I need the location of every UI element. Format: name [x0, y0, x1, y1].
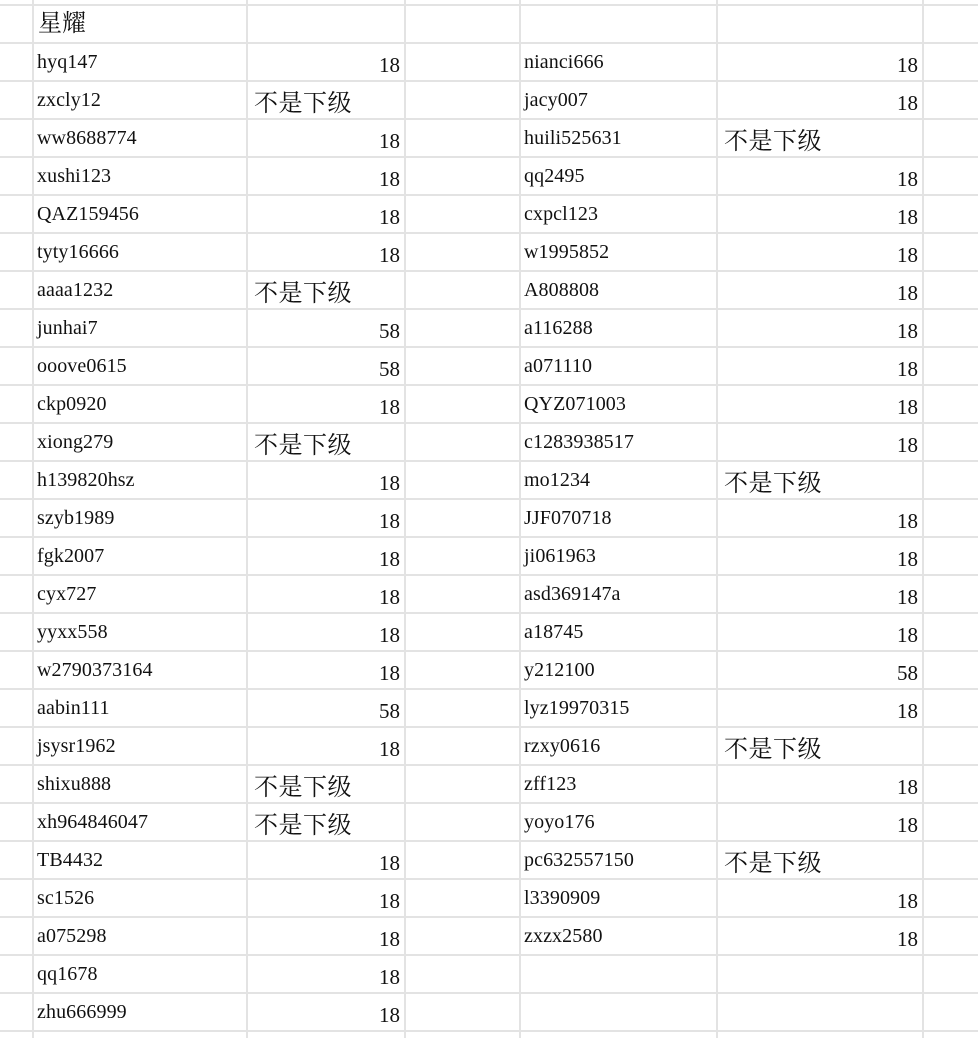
right-username-cell[interactable]: pc632557150: [524, 849, 634, 871]
left-username-cell[interactable]: w2790373164: [37, 659, 153, 681]
right-table-row: [0, 386, 978, 424]
right-username-cell[interactable]: ji061963: [524, 545, 596, 567]
left-value-cell[interactable]: 18: [379, 547, 400, 571]
right-username-cell[interactable]: w1995852: [524, 241, 610, 263]
right-table-row: [0, 880, 978, 918]
right-table-row: [0, 120, 978, 158]
right-username-cell[interactable]: l3390909: [524, 887, 601, 909]
left-value-cell[interactable]: 18: [379, 737, 400, 761]
right-table-row: [0, 348, 978, 386]
right-username-cell[interactable]: A808808: [524, 279, 600, 301]
left-username-cell[interactable]: ww8688774: [37, 127, 137, 149]
right-value-cell[interactable]: 18: [897, 243, 918, 267]
right-table-row: [0, 614, 978, 652]
left-value-cell[interactable]: 18: [379, 129, 400, 153]
right-table-row: [0, 82, 978, 120]
left-username-cell[interactable]: a075298: [37, 925, 107, 947]
right-username-cell[interactable]: zxzx2580: [524, 925, 603, 947]
left-username-cell[interactable]: QAZ159456: [37, 203, 140, 225]
left-username-cell[interactable]: szyb1989: [37, 507, 115, 529]
right-value-cell[interactable]: 18: [897, 585, 918, 609]
right-note-cell[interactable]: 不是下级: [724, 849, 822, 877]
right-value-cell[interactable]: 18: [897, 927, 918, 951]
left-username-cell[interactable]: ooove0615: [37, 355, 127, 377]
left-username-cell[interactable]: sc1526: [37, 887, 95, 909]
left-username-cell[interactable]: aaaa1232: [37, 279, 114, 301]
left-username-cell[interactable]: jsysr1962: [37, 735, 116, 757]
left-username-cell[interactable]: zxcly12: [37, 89, 102, 111]
right-username-cell[interactable]: asd369147a: [524, 583, 621, 605]
left-value-cell[interactable]: 18: [379, 661, 400, 685]
left-value-cell[interactable]: 18: [379, 509, 400, 533]
left-value-cell[interactable]: 18: [379, 243, 400, 267]
right-username-cell[interactable]: y212100: [524, 659, 595, 681]
left-note-cell[interactable]: 不是下级: [254, 811, 352, 839]
left-value-cell[interactable]: 18: [379, 623, 400, 647]
left-value-cell[interactable]: 58: [379, 357, 400, 381]
right-table-row: [0, 462, 978, 500]
right-username-cell[interactable]: a18745: [524, 621, 584, 643]
right-username-cell[interactable]: a071110: [524, 355, 593, 377]
right-value-cell[interactable]: 18: [897, 889, 918, 913]
left-username-cell[interactable]: shixu888: [37, 773, 112, 795]
left-value-cell[interactable]: 18: [379, 471, 400, 495]
left-value-cell[interactable]: 18: [379, 395, 400, 419]
right-username-cell[interactable]: JJF070718: [524, 507, 612, 529]
left-username-cell[interactable]: tyty16666: [37, 241, 120, 263]
right-table-row: [0, 158, 978, 196]
right-username-cell[interactable]: lyz19970315: [524, 697, 630, 719]
row-gridline: [0, 4, 978, 6]
right-table-row: [0, 804, 978, 842]
left-value-cell[interactable]: 58: [379, 699, 400, 723]
right-table-row: [0, 272, 978, 310]
left-value-cell[interactable]: 18: [379, 53, 400, 77]
right-note-cell[interactable]: 不是下级: [724, 127, 822, 155]
left-username-cell[interactable]: xushi123: [37, 165, 112, 187]
right-table-row: [0, 500, 978, 538]
right-table-row: [0, 310, 978, 348]
left-username-cell[interactable]: fgk2007: [37, 545, 105, 567]
right-value-cell[interactable]: 18: [897, 509, 918, 533]
left-username-cell[interactable]: yyxx558: [37, 621, 108, 643]
left-username-cell[interactable]: h139820hsz: [37, 469, 135, 491]
right-username-cell[interactable]: nianci666: [524, 51, 604, 73]
left-value-cell[interactable]: 18: [379, 889, 400, 913]
right-table-row: [0, 842, 978, 880]
right-value-cell[interactable]: 18: [897, 699, 918, 723]
left-value-cell[interactable]: 18: [379, 851, 400, 875]
right-username-cell[interactable]: huili525631: [524, 127, 622, 149]
right-username-cell[interactable]: mo1234: [524, 469, 591, 491]
right-value-cell[interactable]: 18: [897, 813, 918, 837]
right-table-row: [0, 918, 978, 956]
left-username-cell[interactable]: junhai7: [37, 317, 98, 339]
right-table-row: [0, 424, 978, 462]
right-table-row: [0, 690, 978, 728]
right-username-cell[interactable]: qq2495: [524, 165, 585, 187]
right-note-cell[interactable]: 不是下级: [724, 735, 822, 763]
left-note-cell[interactable]: 不是下级: [254, 279, 352, 307]
left-username-cell[interactable]: zhu666999: [37, 1001, 127, 1023]
left-value-cell[interactable]: 18: [379, 585, 400, 609]
right-value-cell[interactable]: 18: [897, 167, 918, 191]
left-username-cell[interactable]: cyx727: [37, 583, 97, 605]
right-username-cell[interactable]: rzxy0616: [524, 735, 601, 757]
right-username-cell[interactable]: yoyo176: [524, 811, 595, 833]
left-username-cell[interactable]: xiong279: [37, 431, 114, 453]
right-table-row: [0, 766, 978, 804]
left-username-cell[interactable]: xh964846047: [37, 811, 149, 833]
header-title-cell[interactable]: 星耀: [38, 9, 86, 37]
right-table-row: [0, 44, 978, 82]
right-username-cell[interactable]: QYZ071003: [524, 393, 627, 415]
right-value-cell[interactable]: 18: [897, 357, 918, 381]
right-value-cell[interactable]: 18: [897, 395, 918, 419]
left-username-cell[interactable]: qq1678: [37, 963, 98, 985]
right-value-cell[interactable]: 18: [897, 91, 918, 115]
left-username-cell[interactable]: aabin111: [37, 697, 110, 719]
right-value-cell[interactable]: 18: [897, 547, 918, 571]
left-value-cell[interactable]: 18: [379, 205, 400, 229]
right-value-cell[interactable]: 18: [897, 205, 918, 229]
left-value-cell[interactable]: 18: [379, 927, 400, 951]
right-table-row: [0, 196, 978, 234]
left-value-cell[interactable]: 18: [379, 1003, 400, 1027]
right-table-row: [0, 652, 978, 690]
left-table-row: [0, 956, 978, 994]
right-username-cell[interactable]: zff123: [524, 773, 577, 795]
right-username-cell[interactable]: cxpcl123: [524, 203, 599, 225]
left-value-cell[interactable]: 58: [379, 319, 400, 343]
right-table-row: [0, 234, 978, 272]
right-username-cell[interactable]: jacy007: [524, 89, 589, 111]
right-value-cell[interactable]: 18: [897, 775, 918, 799]
left-value-cell[interactable]: 18: [379, 167, 400, 191]
right-value-cell[interactable]: 18: [897, 623, 918, 647]
right-value-cell[interactable]: 18: [897, 281, 918, 305]
left-username-cell[interactable]: hyq147: [37, 51, 98, 73]
left-note-cell[interactable]: 不是下级: [254, 773, 352, 801]
right-username-cell[interactable]: a116288: [524, 317, 593, 339]
right-table-row: [0, 576, 978, 614]
right-note-cell[interactable]: 不是下级: [724, 469, 822, 497]
right-value-cell[interactable]: 18: [897, 433, 918, 457]
right-table-row: [0, 538, 978, 576]
right-username-cell[interactable]: c1283938517: [524, 431, 634, 453]
left-username-cell[interactable]: TB4432: [37, 849, 104, 871]
right-value-cell[interactable]: 18: [897, 319, 918, 343]
right-table-row: [0, 728, 978, 766]
left-note-cell[interactable]: 不是下级: [254, 431, 352, 459]
right-value-cell[interactable]: 18: [897, 53, 918, 77]
left-value-cell[interactable]: 18: [379, 965, 400, 989]
left-note-cell[interactable]: 不是下级: [254, 89, 352, 117]
right-value-cell[interactable]: 58: [897, 661, 918, 685]
left-username-cell[interactable]: ckp0920: [37, 393, 107, 415]
left-table-row: [0, 994, 978, 1032]
header-row: [0, 6, 978, 44]
